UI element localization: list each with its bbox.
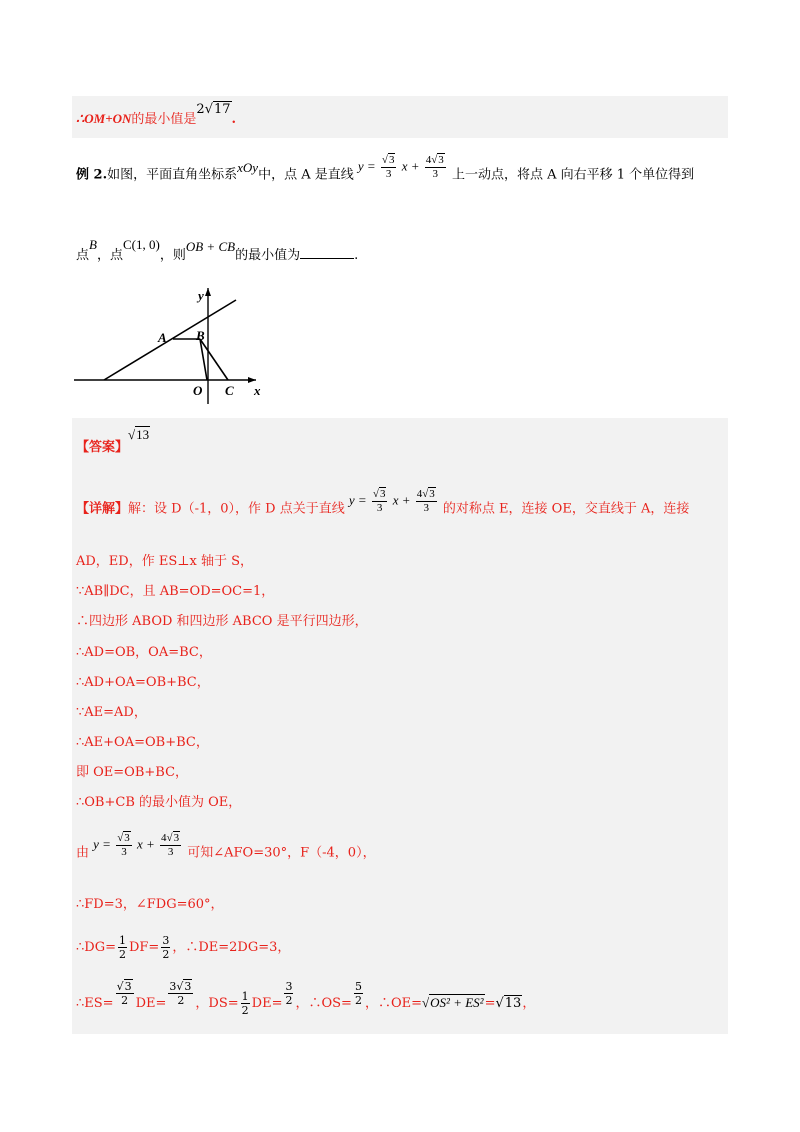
os-num: 5 [354, 980, 362, 993]
previous-answer-line [76, 102, 237, 127]
prev-radicand: 17 [214, 102, 231, 117]
dg-num: 1 [118, 934, 126, 947]
oe-equals: = [484, 996, 496, 1011]
detail-line-9: ∴OB+CB 的最小值为 OE， [76, 795, 242, 810]
detail-line-6: ∵AE=AD， [76, 705, 147, 720]
detail-line-equation-2: y = $\frac{√3}{3}$ x + $\frac{4√3}{3}$ [93, 832, 180, 858]
detail-line-4: ∴AD=OB，OA=BC， [76, 645, 212, 660]
ds-val-den: 2 [285, 994, 293, 1007]
example-label: 例 2. [76, 167, 108, 183]
de2-coef: 3 [169, 980, 177, 993]
detail-line-5: ∴AD+OA=OB+BC， [76, 675, 210, 690]
d-eq-y: y = [348, 492, 367, 508]
de2-text: DE= [135, 996, 167, 1011]
expression-ob-cb: OB + CB [185, 239, 236, 254]
example-text-3: 上一动点，将点 A 向右平移 1 个单位得到 [451, 167, 695, 183]
example-2-line-2 [76, 237, 359, 263]
point-c: C(1, 0) [122, 237, 160, 252]
os-text: ∴OS= [308, 996, 352, 1011]
eq-y: y = [357, 158, 376, 174]
d2-eq-r3: 3 [124, 832, 130, 844]
d2-eq-den-2: 3 [167, 846, 174, 858]
ds-den: 2 [241, 1004, 249, 1017]
d-eq-r3: 3 [379, 488, 386, 500]
example-text-5: ，点 [96, 248, 123, 263]
example-text-7: 的最小值为 [235, 248, 301, 263]
example-text-4: 点 [76, 248, 90, 263]
eq-four: 4 [425, 154, 432, 166]
point-b: B [89, 237, 97, 252]
detail-label: 【详解】 [76, 501, 129, 517]
comma-1: ， [195, 996, 209, 1011]
example-2-line-1 [76, 154, 695, 189]
eq-den: 3 [385, 168, 392, 180]
eq-r3: 3 [388, 154, 395, 166]
de3-text: DE= [251, 996, 283, 1011]
d2-eq-x: x + [137, 836, 155, 852]
example-text-2: 中，点 A 是直线 [258, 167, 354, 183]
de2-den: 2 [177, 994, 185, 1007]
eq-r3b: 3 [438, 154, 444, 166]
detail-intro [76, 488, 690, 523]
prev-coef: 2 [196, 102, 205, 117]
detail-line-from-equation [76, 832, 376, 867]
detail-know: 可知∠AFO=30°，F（-4，0）， [187, 845, 376, 861]
coordinate-system: xOy [237, 160, 259, 176]
dg-den: 2 [118, 948, 126, 961]
es-den: 2 [121, 994, 129, 1007]
example-text-8: . [354, 248, 359, 263]
d2-eq-y: y = [93, 836, 111, 852]
detail-line-dg [76, 934, 290, 961]
detail-line-3: ∴四边形 ABOD 和四边形 ABCO 是平行四边形， [76, 614, 368, 629]
detail-line-final: ∴ES= $\frac{√3}{2}$ DE= $\frac{3√3}{2}$ ，DS= $\frac{1}{2}$ DE= $\frac{3}{2}$ ，∴OS= $\frac{5}{2}$ ，∴OE=√OS² + ES²=√13， [76, 980, 536, 1017]
detail-intro-text-2: 的对称点 E，连接 OE，交直线于 A，连接 [442, 501, 690, 517]
label-b: B [196, 328, 205, 343]
label-x: x [254, 383, 261, 398]
comma-3: ， [364, 996, 378, 1011]
ds-text: DS= [208, 996, 239, 1011]
detail-you: 由 [76, 845, 90, 861]
de2-r3: 3 [184, 980, 192, 993]
de-text: ，∴DE=2DG=3， [172, 940, 291, 955]
df-num: 3 [162, 934, 170, 947]
answer-line [76, 427, 150, 455]
given-line [104, 300, 236, 380]
os-den: 2 [354, 994, 362, 1007]
oe-radicand: OS² + ES² [430, 995, 484, 1010]
eq-x: x + [401, 158, 420, 174]
prev-sqrt: √17 [204, 102, 231, 117]
es-r3: 3 [124, 980, 132, 993]
d-eq-four: 4 [416, 488, 423, 500]
df-text: DF= [128, 940, 160, 955]
oe-text: ∴OE= [377, 996, 423, 1011]
oe-r13: 13 [504, 996, 522, 1011]
label-o: O [193, 383, 203, 398]
line-equation: y = $\frac{√3}{3}$ x + $\frac{4√3}{3}$ [357, 154, 444, 180]
d-eq-den: 3 [376, 502, 383, 514]
detail-line-8: 即 OE=OB+BC， [76, 765, 189, 780]
detail-line-10: ∴FD=3，∠FDG=60°， [76, 897, 224, 912]
ds-num: 1 [241, 990, 249, 1003]
answer-radicand: 13 [136, 427, 150, 442]
detail-line-1: AD，ED，作 ES⊥x 轴于 S， [76, 554, 253, 569]
y-axis-arrow [205, 288, 211, 296]
detail-line-2: ∵AB∥DC，且 AB=OD=OC=1， [76, 584, 275, 599]
eq-den-2: 3 [432, 168, 439, 180]
example-text-1: 如图，平面直角坐标系 [107, 167, 238, 183]
d-eq-den-2: 3 [423, 502, 429, 514]
dg-text: ∴DG= [76, 940, 116, 955]
d2-eq-r3b: 3 [173, 832, 180, 844]
example-text-6: ，则 [159, 248, 186, 263]
comma-2: ， [295, 996, 309, 1011]
detail-line-equation: y = $\frac{√3}{3}$ x + $\frac{4√3}{3}$ [348, 488, 435, 514]
es-text: ∴ES= [76, 996, 114, 1011]
detail-intro-text: 解：设 D（-1，0），作 D 点关于直线 [128, 501, 345, 517]
prev-value [196, 102, 231, 117]
final-comma: ， [522, 996, 536, 1011]
label-y: y [198, 288, 204, 303]
answer-blank [300, 246, 354, 259]
prev-mid: 的最小值是 [131, 112, 197, 127]
detail-line-7: ∴AE+OA=OB+BC， [76, 735, 209, 750]
answer-label: 【答案】 [76, 440, 129, 455]
oe-sqrt: √OS² + ES² [422, 995, 484, 1010]
df-den: 2 [162, 948, 170, 961]
label-c: C [225, 383, 234, 398]
ds-val-num: 3 [285, 980, 293, 993]
prev-lead: ∴OM+ON [76, 111, 132, 126]
d2-eq-den: 3 [121, 846, 127, 858]
oe-value: √13 [495, 996, 522, 1011]
geometry-figure [72, 282, 272, 407]
prev-end: . [231, 112, 237, 127]
label-a: A [158, 330, 167, 345]
d2-eq-four: 4 [161, 832, 167, 844]
d-eq-x: x + [392, 492, 411, 508]
answer-value: √13 [128, 427, 150, 442]
d-eq-r3b: 3 [429, 488, 435, 500]
